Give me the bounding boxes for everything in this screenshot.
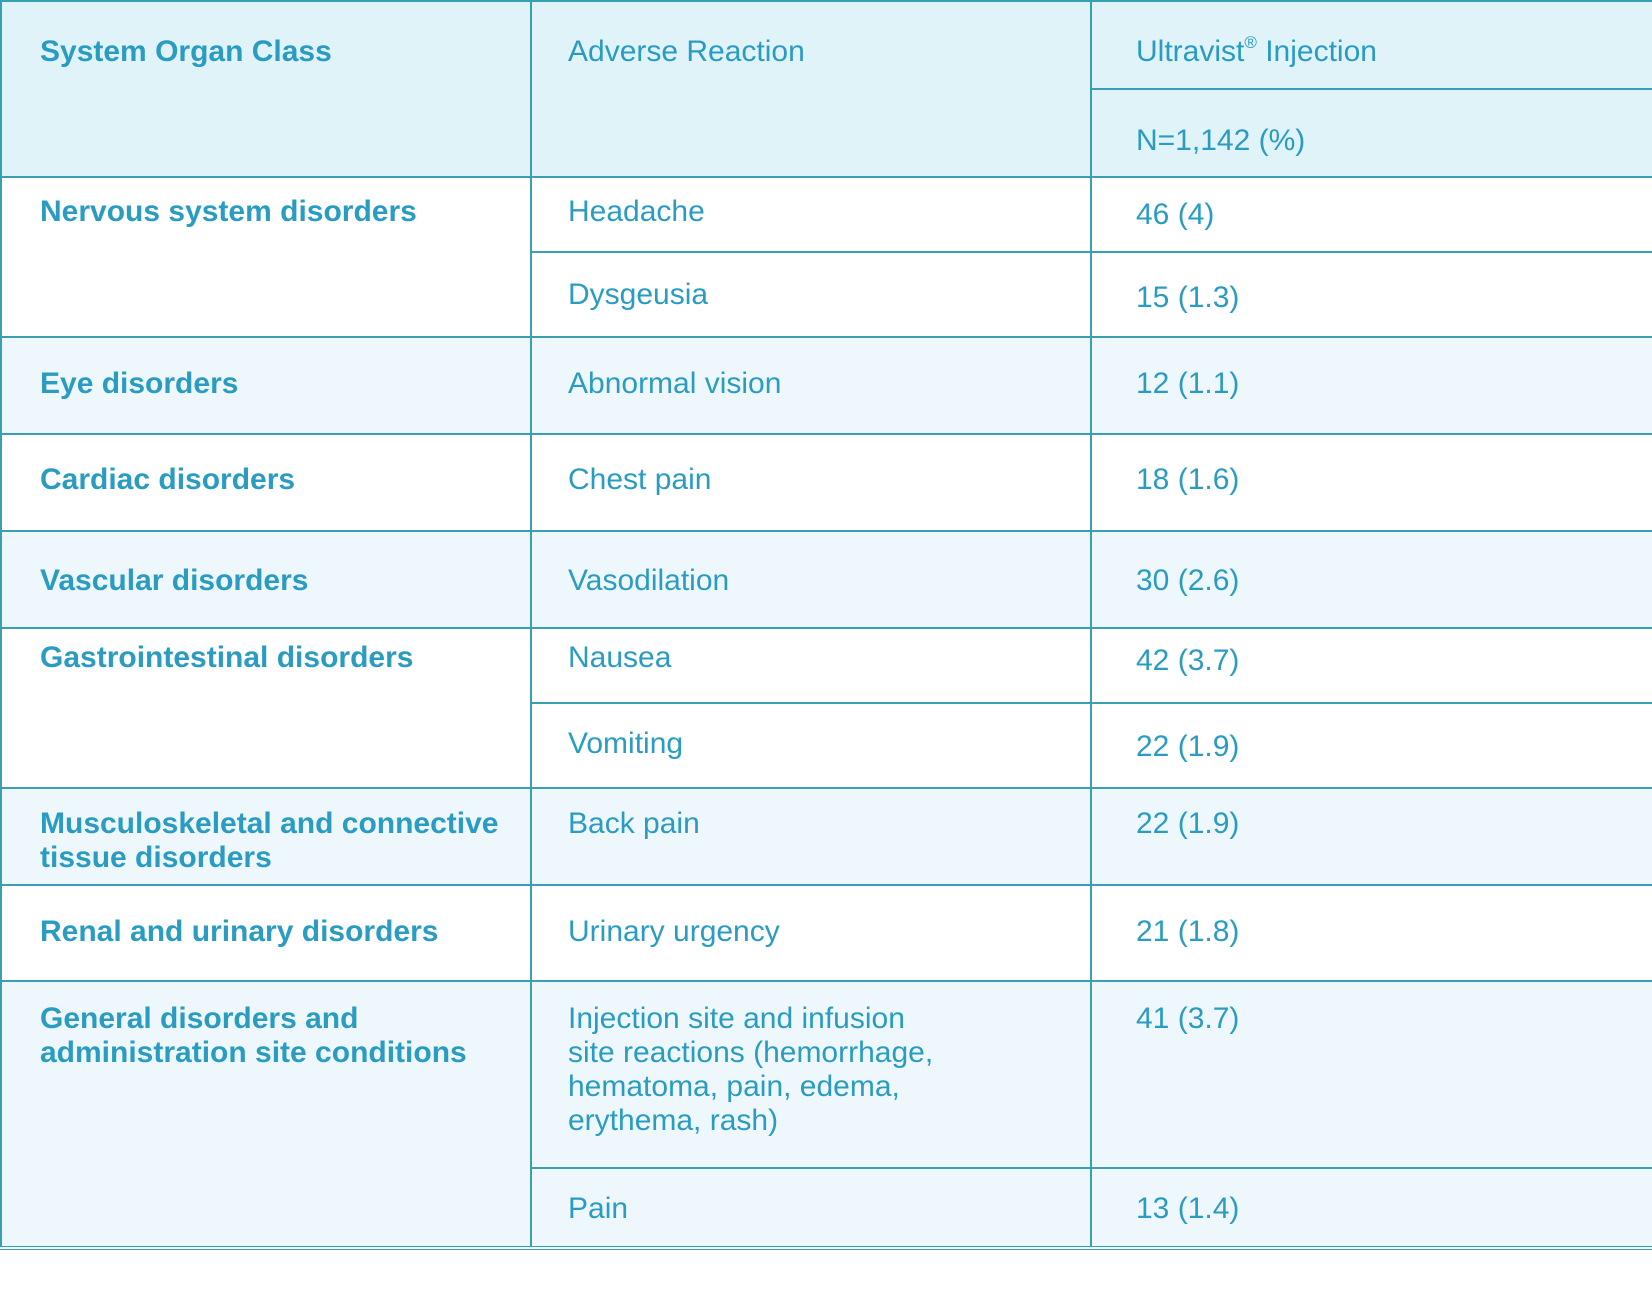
- adverse-reaction-cell: [531, 531, 1091, 628]
- adverse-reaction: Pain: [568, 1192, 629, 1225]
- table-row: [1, 177, 1652, 252]
- table-body: [1, 177, 1652, 1248]
- table-row: [1, 628, 1652, 703]
- incidence-cell: [1091, 885, 1652, 981]
- incidence-cell: [1091, 252, 1652, 337]
- adverse-reaction: Back pain: [568, 807, 700, 840]
- system-organ-class: Vascular disorders: [40, 564, 309, 597]
- incidence-value: 18 (1.6): [1136, 463, 1240, 496]
- incidence-cell: [1091, 177, 1652, 252]
- table-row: [1, 788, 1652, 885]
- header-n-count: [1091, 89, 1652, 177]
- header-soc-label: System Organ Class: [40, 35, 332, 68]
- incidence-cell: [1091, 628, 1652, 703]
- incidence-cell: [1091, 981, 1652, 1168]
- adverse-reaction-cell: [531, 703, 1091, 788]
- adverse-reaction: Vasodilation: [568, 564, 730, 597]
- adverse-reaction-cell: [531, 252, 1091, 337]
- system-organ-class-cell: [1, 434, 531, 531]
- system-organ-class-cell: [1, 337, 531, 434]
- adverse-reaction-cell: [531, 788, 1091, 885]
- incidence-value: 46 (4): [1136, 198, 1215, 231]
- header-product-suffix: Injection: [1256, 35, 1377, 68]
- system-organ-class: Nervous system disorders: [40, 195, 417, 228]
- system-organ-class: Renal and urinary disorders: [40, 915, 439, 948]
- table-row: [1, 337, 1652, 434]
- incidence-cell: [1091, 703, 1652, 788]
- adverse-reaction-cell: [531, 1168, 1091, 1248]
- adverse-reaction: Urinary urgency: [568, 915, 780, 948]
- incidence-value: 21 (1.8): [1136, 915, 1240, 948]
- system-organ-class: Cardiac disorders: [40, 463, 296, 496]
- incidence-cell: [1091, 337, 1652, 434]
- system-organ-class-cell: [1, 981, 531, 1248]
- adverse-reaction-cell: [531, 628, 1091, 703]
- adverse-reaction: Chest pain: [568, 463, 712, 496]
- adverse-reaction: Injection site and infusion site reactions (hemorrhage, hematoma, pain, edema, erythema, rash): [568, 1002, 934, 1137]
- table-row: [1, 885, 1652, 981]
- header-n-label: N=1,142 (%): [1136, 124, 1306, 157]
- incidence-cell: [1091, 531, 1652, 628]
- table-row: [1, 434, 1652, 531]
- incidence-cell: [1091, 434, 1652, 531]
- system-organ-class-cell: [1, 628, 531, 788]
- registered-mark: ®: [1244, 33, 1257, 52]
- system-organ-class-cell: [1, 531, 531, 628]
- adverse-reaction-cell: [531, 337, 1091, 434]
- header-reaction-label: Adverse Reaction: [568, 35, 805, 68]
- system-organ-class-cell: [1, 177, 531, 337]
- incidence-value: 30 (2.6): [1136, 564, 1240, 597]
- header-product-name: Ultravist: [1136, 35, 1245, 68]
- adverse-reaction: Abnormal vision: [568, 367, 782, 400]
- incidence-value: 22 (1.9): [1136, 807, 1240, 840]
- adverse-reaction-cell: [531, 981, 1091, 1168]
- incidence-value: 15 (1.3): [1136, 281, 1240, 314]
- system-organ-class-cell: [1, 788, 531, 885]
- incidence-value: 13 (1.4): [1136, 1192, 1240, 1225]
- table-row: [1, 531, 1652, 628]
- adverse-reaction-cell: [531, 434, 1091, 531]
- header-adverse-reaction: [531, 1, 1091, 177]
- header-product: [1091, 1, 1652, 89]
- incidence-value: 22 (1.9): [1136, 730, 1240, 763]
- header-row: [1, 1, 1652, 89]
- system-organ-class-cell: [1, 885, 531, 981]
- system-organ-class: Gastrointestinal disorders: [40, 641, 414, 674]
- system-organ-class: Musculoskeletal and connective tissue disorders: [40, 807, 499, 874]
- incidence-cell: [1091, 1168, 1652, 1248]
- incidence-value: 42 (3.7): [1136, 644, 1240, 677]
- adverse-reaction: Vomiting: [568, 727, 684, 760]
- incidence-value: 12 (1.1): [1136, 367, 1240, 400]
- adverse-reaction-cell: [531, 177, 1091, 252]
- adverse-reaction: Headache: [568, 195, 705, 228]
- incidence-cell: [1091, 788, 1652, 885]
- system-organ-class: Eye disorders: [40, 367, 239, 400]
- adverse-reaction: Dysgeusia: [568, 278, 709, 311]
- adverse-reaction-cell: [531, 885, 1091, 981]
- system-organ-class: General disorders and administration site conditions: [40, 1002, 467, 1069]
- adverse-reaction: Nausea: [568, 641, 672, 674]
- table-row: [1, 981, 1652, 1168]
- incidence-value: 41 (3.7): [1136, 1002, 1240, 1035]
- header-system-organ-class: [1, 1, 531, 177]
